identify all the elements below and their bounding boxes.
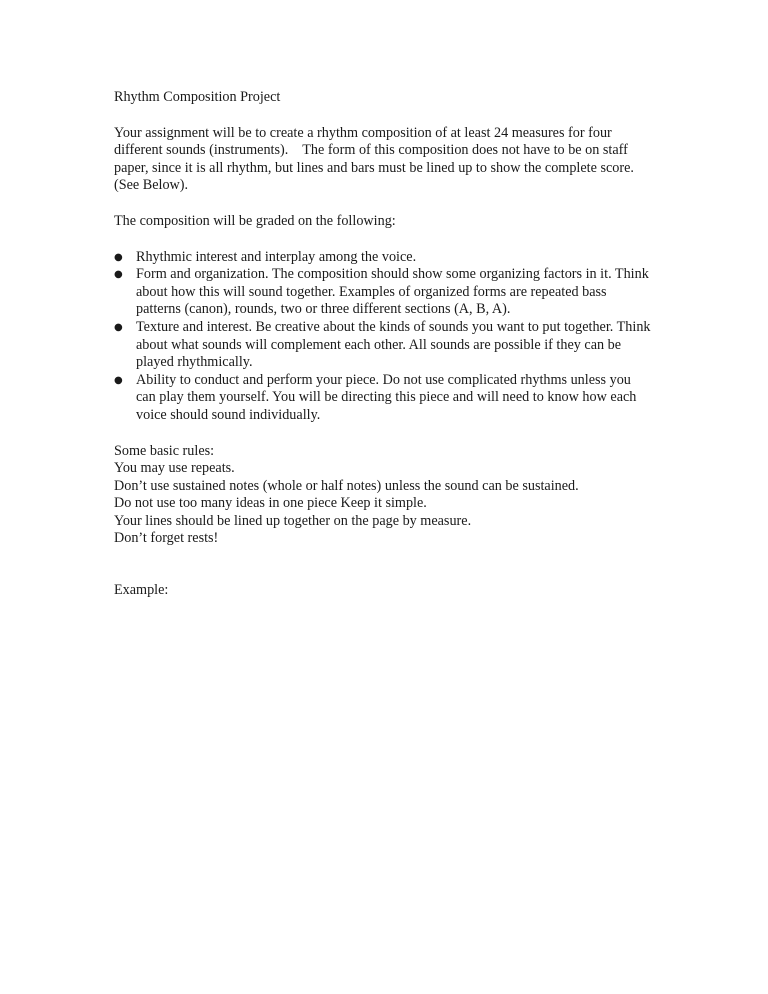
rule-line: Don’t use sustained notes (whole or half notes) unless the sound can be sustained. xyxy=(114,477,579,494)
criteria-text: Texture and interest. Be creative about the kinds of sounds you want to put together. Think about what sounds will complement each other. All sounds are possible if they can be played rhythmically. xyxy=(136,318,651,371)
example-label: Example: xyxy=(114,582,169,599)
criteria-item xyxy=(114,319,654,372)
rule-line: You may use repeats. xyxy=(114,460,235,477)
document-title: Rhythm Composition Project xyxy=(114,89,281,105)
criteria-item xyxy=(114,266,654,319)
rule-line: Do not use too many ideas in one piece Keep it simple. xyxy=(114,495,427,512)
criteria-text: Rhythmic interest and interplay among the voice. xyxy=(136,248,417,265)
grading-criteria-list xyxy=(114,249,654,425)
criteria-text: Ability to conduct and perform your piece. Do not use complicated rhythms unless you can play them yourself. You will be directing this piece and will need to know how each voice should sound individually. xyxy=(136,371,637,423)
criteria-item xyxy=(114,249,654,267)
intro-paragraph: Your assignment will be to create a rhythm composition of at least 24 measures for four different sounds (instruments). The form of this composition does not have to be on staff paper, since it is all rhythm, but lines and bars must be lined up to show the complete score. (See Below). xyxy=(114,124,642,194)
bullet-icon: ● xyxy=(114,251,123,263)
document-body xyxy=(114,89,654,614)
bullet-icon: ● xyxy=(114,321,123,333)
rule-line: Your lines should be lined up together on the page by measure. xyxy=(114,512,472,529)
grading-heading: The composition will be graded on the following: xyxy=(114,212,396,229)
bullet-icon: ● xyxy=(114,374,123,386)
rule-line: Don’t forget rests! xyxy=(114,530,219,547)
criteria-item xyxy=(114,372,654,425)
basic-rules-section xyxy=(114,443,654,549)
criteria-text: Form and organization. The composition should show some organizing factors in it. Think about how this will sound together. Examples of organized forms are repeated bass patterns (canon), rounds, two or three different sections (A, B, A). xyxy=(136,266,649,318)
rules-heading: Some basic rules: xyxy=(114,442,215,459)
bullet-icon: ● xyxy=(114,269,123,281)
